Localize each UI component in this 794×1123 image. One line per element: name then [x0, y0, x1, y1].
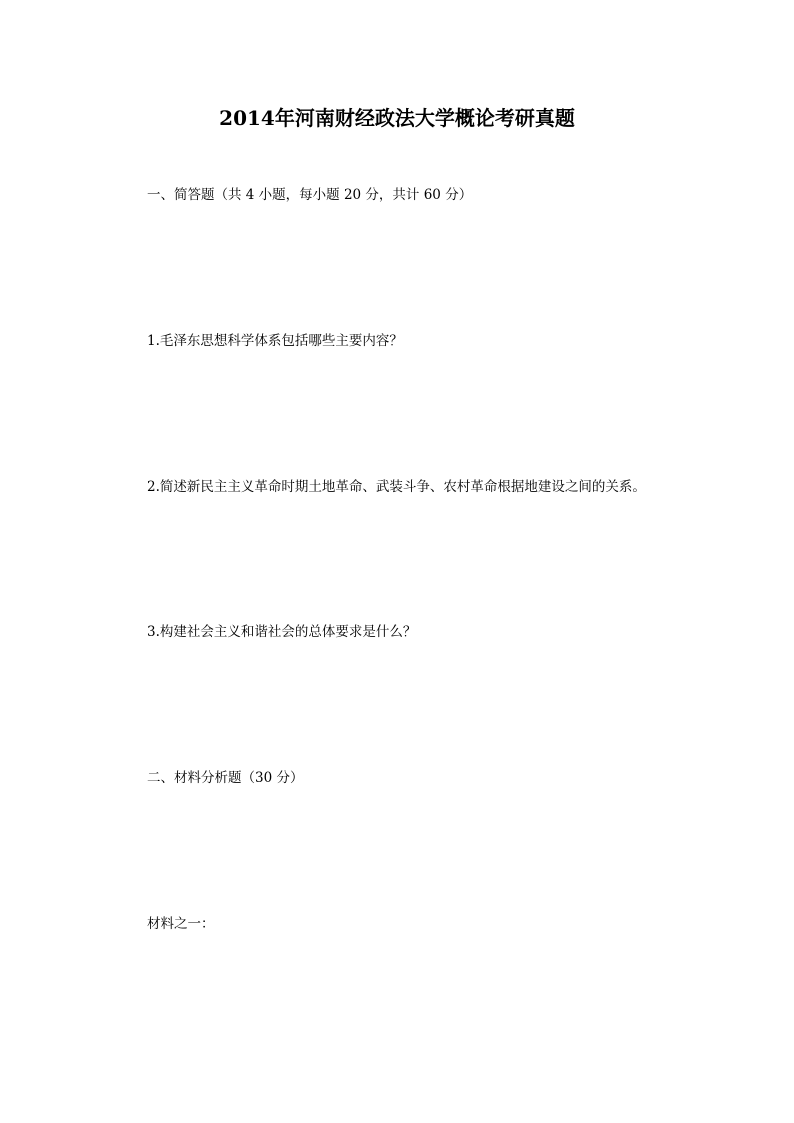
- section-heading-short-answer: 一、简答题（共 4 小题，每小题 20 分，共计 60 分）: [147, 187, 473, 203]
- material-label: 材料之一：: [147, 916, 215, 932]
- question-2: 2.简述新民主主义革命时期土地革命、武装斗争、农村革命根据地建设之间的关系。: [147, 479, 646, 495]
- section-heading-material-analysis: 二、材料分析题（30 分）: [147, 770, 304, 786]
- question-3: 3.构建社会主义和谐社会的总体要求是什么？: [147, 624, 417, 640]
- page-title: 2014年河南财经政法大学概论考研真题: [219, 106, 575, 130]
- question-1: 1.毛泽东思想科学体系包括哪些主要内容？: [147, 333, 403, 349]
